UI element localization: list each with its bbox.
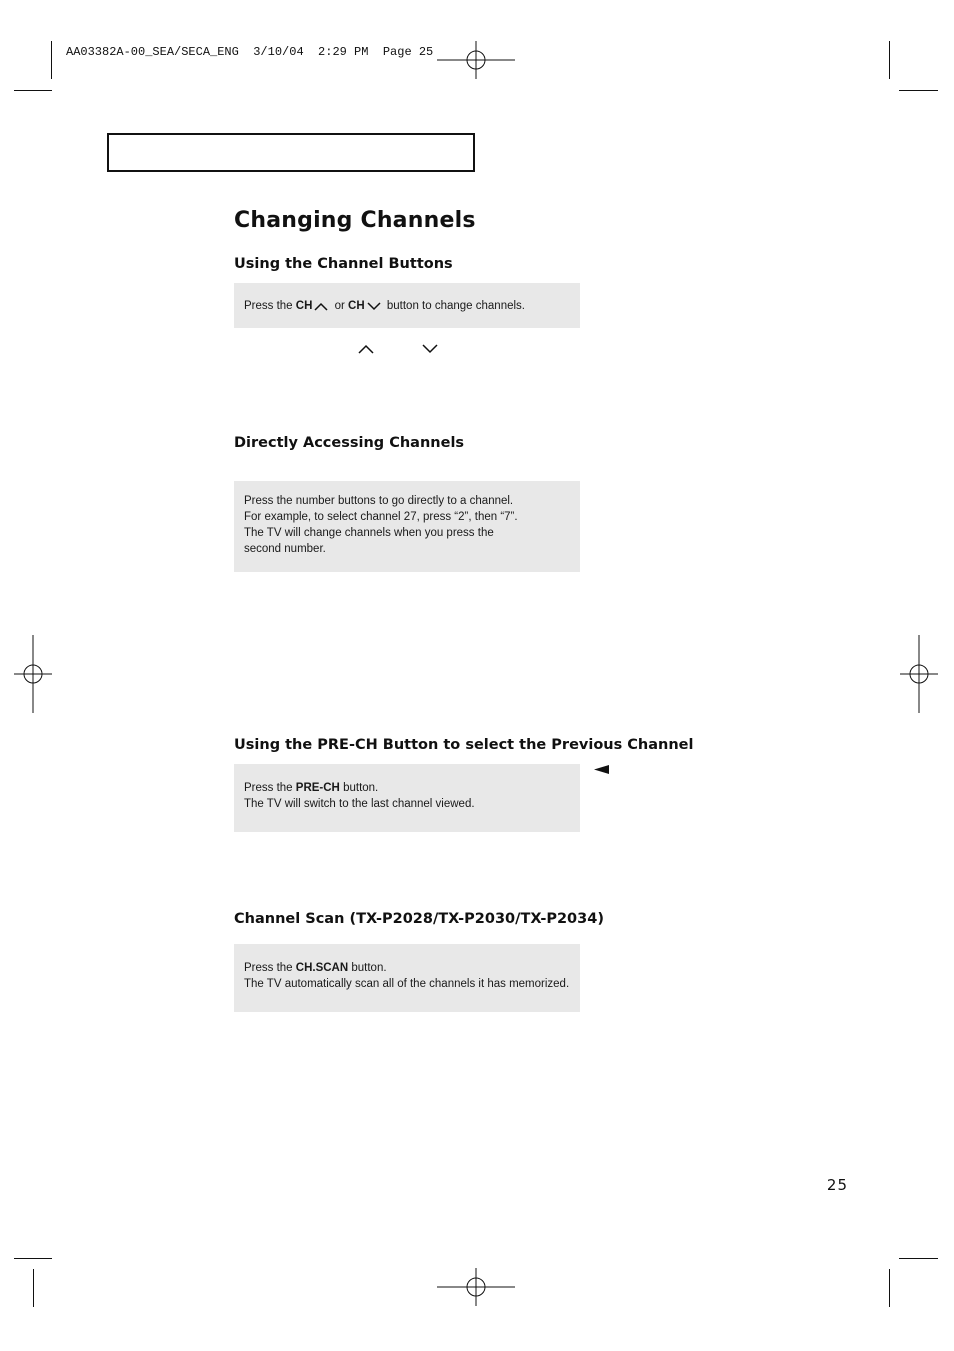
crop-mark xyxy=(899,90,938,91)
crop-mark xyxy=(889,41,890,79)
instruction-line: second number. xyxy=(244,543,326,555)
triangle-left-icon xyxy=(594,765,609,774)
chevron-up-icon xyxy=(314,302,328,311)
instruction-box-channel-scan xyxy=(234,944,580,1012)
instruction-line: The TV automatically scan all of the channels it has memorized. xyxy=(244,978,570,990)
crop-mark xyxy=(14,1258,52,1259)
section-label-box xyxy=(107,133,475,172)
heading-pre-ch: Using the PRE-CH Button to select the Previous Channel xyxy=(234,737,694,753)
page-number: 25 xyxy=(826,1176,848,1194)
instruction-line: Press the number buttons to go directly to a channel. xyxy=(244,495,514,507)
heading-channel-scan: Channel Scan (TX-P2028/TX-P2030/TX-P2034) xyxy=(234,911,604,927)
chevron-down-icon xyxy=(422,344,438,354)
instruction-box-channel-buttons xyxy=(234,283,580,328)
print-header-slug: AA03382A-00_SEA/SECA_ENG 3/10/04 2:29 PM Page 25 xyxy=(66,45,434,59)
ch-down-button-label: CH xyxy=(348,300,365,312)
crop-mark xyxy=(33,1269,34,1307)
registration-mark-icon xyxy=(437,1268,515,1306)
instruction-box-direct-access xyxy=(234,481,580,572)
pre-ch-button-label: PRE-CH xyxy=(295,782,340,794)
instruction-box-pre-ch xyxy=(234,764,580,832)
instruction-line: Press the PRE-CH button. xyxy=(244,782,379,794)
instruction-line: Press the CH or CH button to change channels. xyxy=(244,300,525,312)
crop-mark xyxy=(889,1269,890,1307)
registration-mark-icon xyxy=(900,635,938,713)
instruction-line: The TV will change channels when you press the xyxy=(244,527,494,539)
crop-mark xyxy=(14,90,52,91)
ch-up-button-label: CH xyxy=(295,300,313,312)
chevron-up-icon xyxy=(358,344,374,354)
instruction-line: For example, to select channel 27, press “2”, then “7”. xyxy=(244,511,518,523)
page-title: Changing Channels xyxy=(234,208,476,233)
heading-channel-buttons: Using the Channel Buttons xyxy=(234,256,453,272)
registration-mark-icon xyxy=(14,635,52,713)
registration-mark-icon xyxy=(437,41,515,79)
instruction-line: Press the CH.SCAN button. xyxy=(244,962,387,974)
crop-mark xyxy=(51,41,52,79)
crop-mark xyxy=(899,1258,938,1259)
instruction-line: The TV will switch to the last channel viewed. xyxy=(244,798,475,810)
ch-scan-button-label: CH.SCAN xyxy=(295,962,349,974)
chevron-down-icon xyxy=(367,302,381,311)
heading-direct-access: Directly Accessing Channels xyxy=(234,435,465,451)
